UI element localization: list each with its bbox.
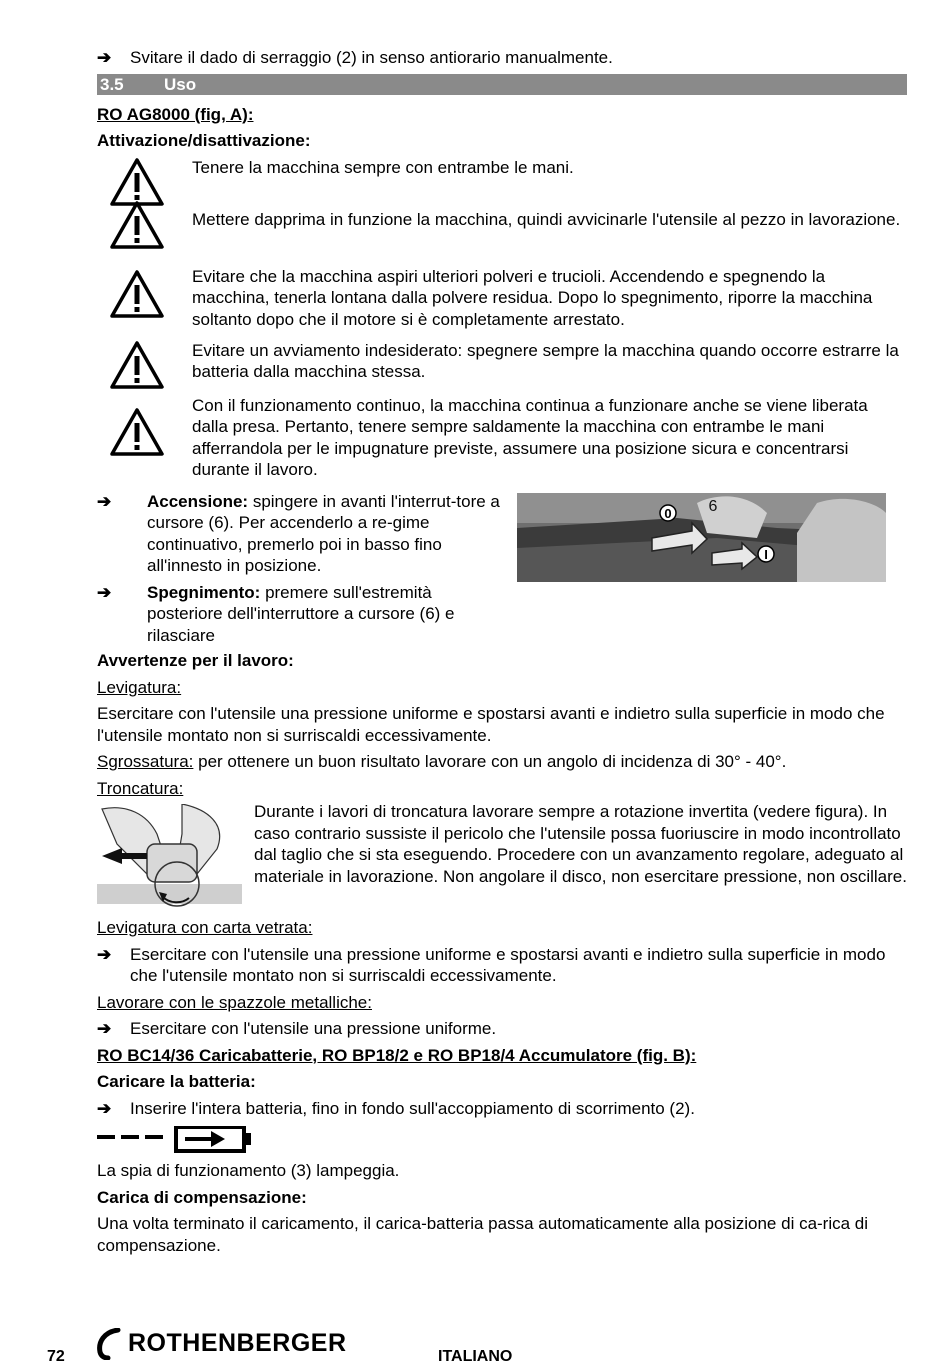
warning-list bbox=[97, 157, 907, 487]
cutting-block bbox=[97, 801, 907, 912]
figure-label-1: I bbox=[764, 546, 768, 562]
charge-heading: Caricare la batteria: bbox=[97, 1072, 256, 1091]
arrow-icon: ➔ bbox=[97, 944, 112, 964]
warning-item bbox=[97, 395, 907, 487]
switch-off-description: premere sull'estremità posteriore dell'interruttore a cursore (6) e rilasciare bbox=[147, 582, 455, 645]
warning-item bbox=[97, 340, 907, 395]
switch-off-bullet bbox=[97, 582, 502, 647]
switch-on-label: Accensione: bbox=[147, 491, 249, 511]
switch-on-bullet bbox=[97, 491, 502, 577]
brushes-text: Esercitare con l'utensile una pressione uniforme. bbox=[130, 1019, 497, 1038]
switch-text-column bbox=[97, 491, 502, 647]
compensation-heading: Carica di compensazione: bbox=[97, 1187, 307, 1207]
warning-triangle-icon bbox=[97, 340, 192, 390]
switch-on-description: spingere in avanti l'interrut-tore a cursore (6). Per accenderlo a re-gime continuativo, premerlo poi in basso fino all'innesto in posizione. bbox=[147, 491, 500, 575]
compensation-text: Una volta terminato il caricamento, il carica-batteria passa automaticamente alla posizione di ca-rica di compensazione. bbox=[97, 1214, 869, 1255]
warning-item bbox=[97, 157, 907, 209]
activation-heading: Attivazione/disattivazione: bbox=[97, 131, 311, 150]
figure-label-6: 6 bbox=[708, 497, 718, 515]
page-number: 72 bbox=[47, 1348, 65, 1365]
warning-triangle-icon bbox=[97, 395, 192, 457]
slide-switch-figure bbox=[517, 493, 886, 582]
charge-bullet-text: Inserire l'intera batteria, fino in fondo sull'accoppiamento di scorrimento (2). bbox=[130, 1098, 695, 1118]
model-heading: RO AG8000 (fig, A): bbox=[97, 104, 254, 124]
warning-triangle-icon bbox=[97, 266, 192, 319]
cutting-figure bbox=[97, 804, 242, 912]
cutting-text: Durante i lavori di troncatura lavorare sempre a rotazione invertita (vedere figura). In caso contrario sussiste il pericolo che l'utensile possa fuoriuscire in modo incontrollato dal taglio che si sta eseguendo. Procedere con un avanzamento regolare, adeguato al materiale in lavorazione. Non angolare il disco, non esercitare pressione, non oscillare. bbox=[254, 802, 907, 886]
brushes-label: Lavorare con le spazzole metalliche: bbox=[97, 992, 372, 1012]
grinding-label: Levigatura: bbox=[97, 677, 182, 697]
section-title: Uso bbox=[164, 74, 197, 94]
figure-label-0: 0 bbox=[664, 505, 672, 521]
brand-logo bbox=[96, 1326, 347, 1362]
intro-bullet-text: Svitare il dado di serraggio (2) in senso antiorario manualmente. bbox=[130, 48, 613, 67]
roughing-label: Sgrossatura: bbox=[97, 752, 194, 771]
arrow-icon: ➔ bbox=[97, 48, 112, 67]
brand-swoosh-icon bbox=[96, 1328, 124, 1360]
charge-bullet bbox=[97, 1098, 907, 1120]
sanding-bullet bbox=[97, 944, 907, 987]
sanding-label: Levigatura con carta vetrata: bbox=[97, 918, 313, 937]
warning-text: Mettere dapprima in funzione la macchina, quindi avvicinarle l'utensile al pezzo in lavorazione. bbox=[192, 209, 901, 229]
warning-triangle-icon bbox=[97, 200, 192, 250]
warning-item bbox=[97, 266, 907, 340]
roughing-paragraph bbox=[97, 751, 907, 773]
arrow-icon: ➔ bbox=[97, 1019, 112, 1038]
roughing-text: per ottenere un buon risultato lavorare con un angolo di incidenza di 30° - 40°. bbox=[193, 752, 787, 771]
section-number: 3.5 bbox=[100, 74, 124, 94]
warning-text: Evitare che la macchina aspiri ulteriori polveri e trucioli. Accendendo e spegnendo la macchina, tenerla lontana dalla polvere residua. Dopo lo spegnimento, riporre la macchina soltanto dopo che il motore si è completamente arrestato. bbox=[192, 266, 873, 329]
intro-bullet bbox=[97, 47, 907, 69]
language-label: ITALIANO bbox=[438, 1348, 513, 1365]
section-header bbox=[97, 74, 907, 95]
switch-on-text bbox=[147, 491, 502, 577]
page-content bbox=[97, 47, 907, 1256]
warning-text: Con il funzionamento continuo, la macchina continua a funzionare anche se viene liberata dalla presa. Pertanto, tenere sempre saldamente la macchina con entrambe le mani afferrandola per le impugnature previste, assumere una posizione sicura e concentrarsi durante il lavoro. bbox=[192, 395, 868, 479]
sanding-text: Esercitare con l'utensile una pressione uniforme e spostarsi avanti e indietro sulla superficie in modo che l'utensile montato non si surriscaldi eccessivamente. bbox=[130, 944, 886, 985]
warning-item bbox=[97, 209, 907, 266]
switch-off-label: Spegnimento: bbox=[147, 582, 261, 602]
cutting-label: Troncatura: bbox=[97, 778, 184, 798]
grinding-text: Esercitare con l'utensile una pressione uniforme e spostarsi avanti e indietro sulla superficie in modo che l'utensile montato non si surriscaldi eccessivamente. bbox=[97, 704, 885, 745]
work-notes-heading: Avvertenze per il lavoro: bbox=[97, 651, 294, 670]
brushes-bullet bbox=[97, 1018, 907, 1040]
brand-name: ROTHENBERGER bbox=[128, 1329, 347, 1358]
arrow-icon: ➔ bbox=[97, 491, 112, 511]
page-footer bbox=[0, 1322, 950, 1364]
arrow-icon: ➔ bbox=[97, 1098, 112, 1118]
charge-led-text: La spia di funzionamento (3) lampeggia. bbox=[97, 1161, 400, 1180]
switch-instructions bbox=[97, 491, 907, 647]
arrow-icon: ➔ bbox=[97, 582, 112, 602]
warning-text: Tenere la macchina sempre con entrambe le mani. bbox=[192, 157, 574, 177]
battery-charging-icon bbox=[97, 1126, 257, 1156]
charger-heading: RO BC14/36 Caricabatterie, RO BP18/2 e RO BP18/4 Accumulatore (fig. B): bbox=[97, 1045, 697, 1065]
warning-text: Evitare un avviamento indesiderato: spegnere sempre la macchina quando occorre estrarre la batteria dalla macchina stessa. bbox=[192, 340, 899, 381]
switch-off-text bbox=[147, 582, 502, 647]
